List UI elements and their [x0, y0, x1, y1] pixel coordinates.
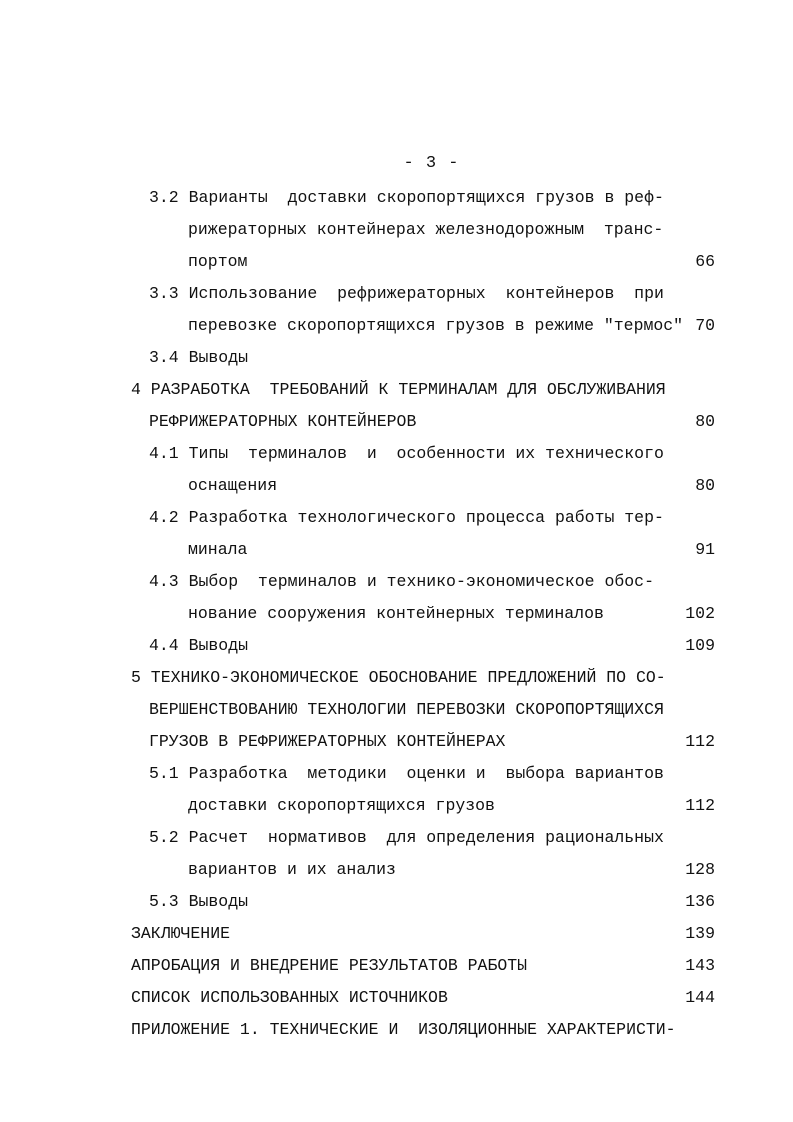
toc-entry-page: 112 [685, 796, 715, 815]
toc-entry [0, 726, 793, 758]
toc-entry [0, 438, 793, 470]
toc-entry [0, 1014, 793, 1046]
toc-entry [0, 246, 793, 278]
toc-entry [0, 182, 793, 214]
toc-entry-title: вариантов и их анализ [188, 860, 396, 879]
toc-entry-page: 139 [685, 924, 715, 943]
toc-entry-page: 80 [695, 412, 715, 431]
toc-entry [0, 694, 793, 726]
toc-entry-title: доставки скоропортящихся грузов [188, 796, 495, 815]
toc-entry [0, 822, 793, 854]
toc-entry-title: 4.4 Выводы [149, 636, 249, 655]
toc-entry-title: минала [188, 540, 248, 559]
toc-entry-page: 91 [695, 540, 715, 559]
toc-entry-title: ГРУЗОВ В РЕФРИЖЕРАТОРНЫХ КОНТЕЙНЕРАХ [149, 732, 506, 751]
page-number: - 3 - [403, 154, 460, 173]
toc-entry [0, 886, 793, 918]
toc-entry-page: 143 [685, 956, 715, 975]
toc-entry-title: РЕФРИЖЕРАТОРНЫХ КОНТЕЙНЕРОВ [149, 412, 417, 431]
toc-entry-page: 136 [685, 892, 715, 911]
toc-entry-title: СПИСОК ИСПОЛЬЗОВАННЫХ ИСТОЧНИКОВ [131, 988, 448, 1007]
toc-entry-title: оснащения [188, 476, 278, 495]
toc-entry [0, 502, 793, 534]
table-of-contents [0, 182, 793, 1046]
toc-entry-title: АПРОБАЦИЯ И ВНЕДРЕНИЕ РЕЗУЛЬТАТОВ РАБОТЫ [131, 956, 528, 975]
toc-entry [0, 790, 793, 822]
toc-entry-page: 109 [685, 636, 715, 655]
toc-entry-title: рижераторных контейнерах железнодорожным транс- [188, 220, 664, 239]
toc-entry-title: 3.2 Варианты доставки скоропортящихся грузов в реф- [149, 188, 664, 207]
toc-entry [0, 534, 793, 566]
toc-entry-title: 4 РАЗРАБОТКА ТРЕБОВАНИЙ К ТЕРМИНАЛАМ ДЛЯ ОБСЛУЖИВАНИЯ [131, 380, 666, 399]
toc-entry-title: ВЕРШЕНСТВОВАНИЮ ТЕХНОЛОГИИ ПЕРЕВОЗКИ СКОРОПОРТЯЩИХСЯ [149, 700, 664, 719]
toc-entry [0, 310, 793, 342]
toc-entry-page: 70 [695, 316, 715, 335]
toc-entry-title: 4.1 Типы терминалов и особенности их технического [149, 444, 664, 463]
toc-entry-title: 4.3 Выбор терминалов и технико-экономическое обос- [149, 572, 654, 591]
toc-entry-title: 4.2 Разработка технологического процесса работы тер- [149, 508, 664, 527]
toc-entry-title: портом [188, 252, 248, 271]
toc-entry [0, 982, 793, 1014]
toc-entry-title: 5.1 Разработка методики оценки и выбора вариантов [149, 764, 664, 783]
toc-entry [0, 854, 793, 886]
toc-entry [0, 566, 793, 598]
toc-entry [0, 630, 793, 662]
toc-entry-page: 112 [685, 732, 715, 751]
toc-entry-title: 5.3 Выводы [149, 892, 249, 911]
toc-entry [0, 758, 793, 790]
toc-entry [0, 470, 793, 502]
toc-entry-title: 3.4 Выводы [149, 348, 249, 367]
toc-entry [0, 374, 793, 406]
toc-entry-title: 5 ТЕХНИКО-ЭКОНОМИЧЕСКОЕ ОБОСНОВАНИЕ ПРЕДЛОЖЕНИЙ ПО СО- [131, 668, 666, 687]
toc-entry-page: 80 [695, 476, 715, 495]
toc-entry [0, 662, 793, 694]
toc-entry [0, 406, 793, 438]
toc-entry-title: 5.2 Расчет нормативов для определения рациональных [149, 828, 664, 847]
toc-entry-page: 102 [685, 604, 715, 623]
toc-entry-title: ПРИЛОЖЕНИЕ 1. ТЕХНИЧЕСКИЕ И ИЗОЛЯЦИОННЫЕ ХАРАКТЕРИСТИ- [131, 1020, 676, 1039]
toc-entry-page: 66 [695, 252, 715, 271]
toc-entry-title: перевозке скоропортящихся грузов в режиме "термос" [188, 316, 684, 335]
toc-entry-title: ЗАКЛЮЧЕНИЕ [131, 924, 231, 943]
toc-entry [0, 214, 793, 246]
toc-entry-page: 144 [685, 988, 715, 1007]
toc-entry [0, 918, 793, 950]
toc-entry [0, 950, 793, 982]
toc-entry [0, 598, 793, 630]
toc-entry-title: 3.3 Использование рефрижераторных контейнеров при [149, 284, 664, 303]
toc-entry [0, 342, 793, 374]
toc-entry-page: 128 [685, 860, 715, 879]
toc-entry-title: нование сооружения контейнерных терминалов [188, 604, 604, 623]
toc-entry [0, 278, 793, 310]
